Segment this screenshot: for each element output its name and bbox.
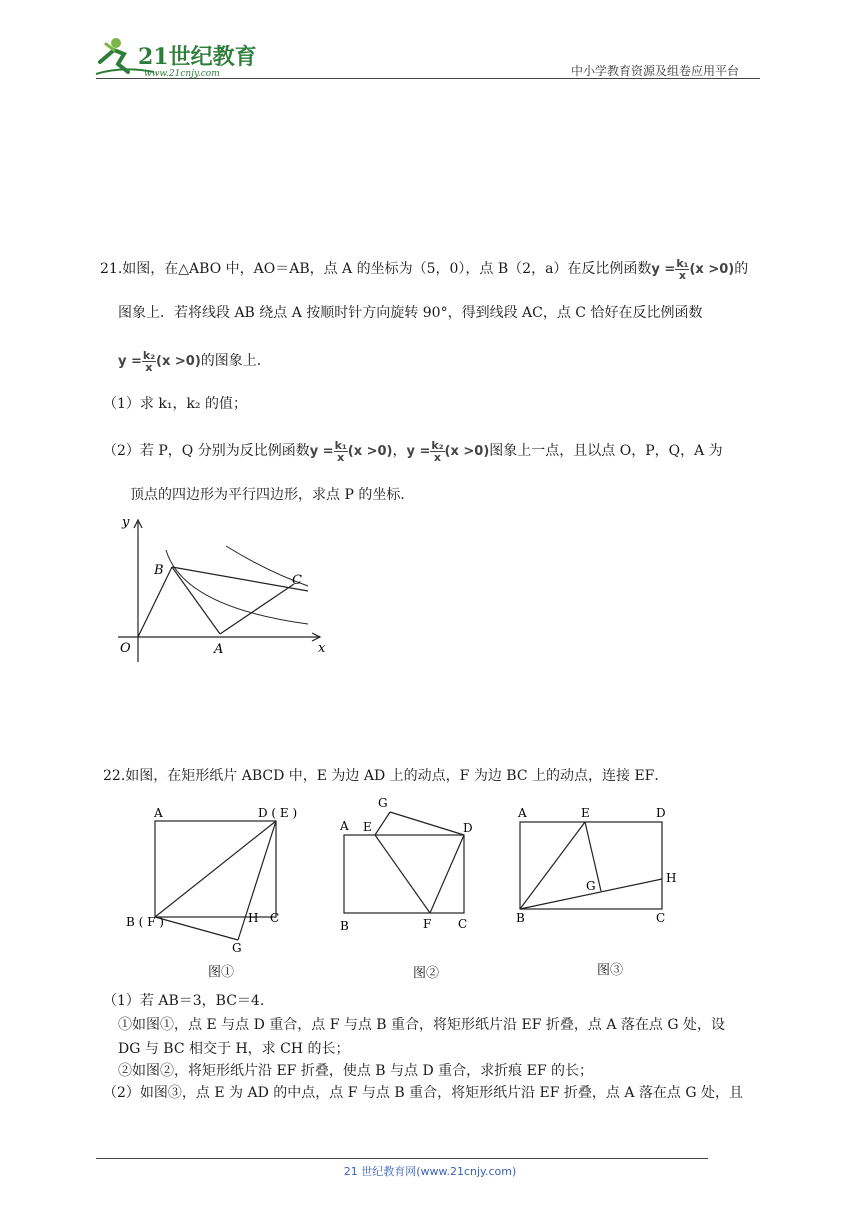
formula-den: x <box>433 451 442 464</box>
segment-gd <box>390 812 464 835</box>
fig1-label-a: A <box>154 806 163 820</box>
formula-lhs: y = <box>309 444 334 459</box>
header-platform-text: 中小学教育资源及组卷应用平台 <box>571 64 740 78</box>
q21-graph <box>108 512 340 672</box>
formula-num: k₁ <box>676 257 689 270</box>
segment-bc <box>172 567 308 591</box>
formula-frac <box>142 350 156 373</box>
formula-cond: (x >0) <box>689 262 735 277</box>
q21-text-1a: 21.如图，在△ABO 中，AO＝AB，点 A 的坐标为（5，0），点 B（2，a）在反比例函数 <box>100 261 652 277</box>
footer-divider <box>96 1158 708 1159</box>
formula-lhs: y = <box>651 262 676 277</box>
q21-formula-4 <box>406 439 490 464</box>
fig3-label-g: G <box>586 879 596 893</box>
fig2-label-f: F <box>423 917 432 931</box>
fig1-label-c: C <box>270 911 280 925</box>
q21-part2-text-a: （2）若 P，Q 分别为反比例函数 <box>103 443 310 459</box>
fig1-label-g: G <box>232 941 242 955</box>
q21-line1 <box>100 258 748 281</box>
fig3-label-h: H <box>666 871 677 885</box>
rect-abcd <box>520 822 662 909</box>
q21-text-1b: 的 <box>734 261 749 277</box>
formula-num: k₂ <box>142 349 156 362</box>
q21-line3 <box>118 350 271 373</box>
fig2-label-e: E <box>363 820 372 834</box>
q21-part2-line1 <box>103 440 723 463</box>
fig3-label-a: A <box>518 806 527 820</box>
label-x: x <box>318 641 326 656</box>
site-logo <box>92 36 262 80</box>
fig2-label-d: D <box>463 821 473 835</box>
formula-frac <box>334 440 348 463</box>
q21-part2-sep: ， <box>392 443 407 459</box>
footer-site-link[interactable]: 21 世纪教育网(www.21cnjy.com) <box>343 1165 517 1178</box>
q22-figure-2 <box>334 796 484 936</box>
formula-lhs: y = <box>406 444 431 459</box>
fig3-label-b: B <box>516 911 525 925</box>
fold-be <box>520 822 585 909</box>
rect-abcd <box>344 835 464 913</box>
fig1-label-h: H <box>248 911 259 925</box>
formula-cond: (x >0) <box>156 354 201 369</box>
formula-cond: (x >0) <box>444 444 490 459</box>
formula-den: x <box>337 451 345 464</box>
runner-logo-icon <box>92 36 262 80</box>
q22-part1b: ②如图②，将矩形纸片沿 EF 折叠，使点 B 与点 D 重合，求折痕 EF 的长； <box>118 1063 593 1079</box>
formula-lhs: y = <box>118 354 142 369</box>
q22-figure-1 <box>120 800 310 960</box>
fig1-label-bf: B ( F ) <box>126 915 164 929</box>
label-o: O <box>120 641 131 656</box>
logo-url: www.21cnjy.com <box>144 69 220 79</box>
fig2-label-b: B <box>340 919 349 933</box>
formula-den: x <box>145 361 153 374</box>
q22-figure-3 <box>510 804 685 934</box>
fig3-label-e: E <box>581 806 590 820</box>
segment-ac <box>220 584 294 634</box>
q22-part1: （1）若 AB＝3，BC＝4． <box>103 993 274 1009</box>
label-b: B <box>154 563 164 578</box>
logo-text: 21世纪教育 <box>138 44 257 70</box>
formula-frac <box>675 258 689 281</box>
label-y: y <box>122 515 130 530</box>
formula-num: k₂ <box>431 439 444 452</box>
q22-part1a-line1: ①如图①，点 E 与点 D 重合，点 F 与点 B 重合，将矩形纸片沿 EF 折叠，点 A 落在点 G 处，设 <box>118 1017 725 1033</box>
formula-cond: (x >0) <box>347 444 393 459</box>
segment-bg <box>155 917 238 940</box>
q21-formula-3 <box>309 439 393 464</box>
q21-text-3b: 的图象上． <box>200 353 271 369</box>
segment-eg <box>375 812 390 835</box>
q21-part1: （1）求 k₁，k₂ 的值； <box>103 396 247 412</box>
segment-fd <box>430 835 464 913</box>
fig1-caption: 图① <box>208 965 235 980</box>
fig2-label-c: C <box>458 917 468 931</box>
q21-formula-2 <box>118 349 201 374</box>
fold-ef <box>375 835 430 913</box>
label-a: A <box>214 642 224 657</box>
fig2-caption: 图② <box>413 966 440 981</box>
fig1-label-de: D ( E ) <box>258 806 298 820</box>
label-c: C <box>292 573 302 588</box>
q22-part2: （2）如图③，点 E 为 AD 的中点，点 F 与点 B 重合，将矩形纸片沿 EF 折叠，点 A 落在点 G 处，且 <box>103 1085 743 1101</box>
q21-part2-text-b: 图象上一点，且以点 O，P，Q，A 为 <box>489 443 723 459</box>
fig3-label-d: D <box>656 806 666 820</box>
segment-ba <box>172 567 220 634</box>
header-divider <box>96 78 760 79</box>
formula-num: k₁ <box>334 439 347 452</box>
q21-part2-line2: 顶点的四边形为平行四边形，求点 P 的坐标． <box>130 487 415 503</box>
q21-line2: 图象上．若将线段 AB 绕点 A 按顺时针方向旋转 90°，得到线段 AC，点 C 恰好在反比例函数 <box>118 305 703 321</box>
q21-formula-1 <box>651 257 735 282</box>
fig3-label-c: C <box>656 911 666 925</box>
formula-den: x <box>678 269 686 282</box>
fold-db <box>155 821 276 917</box>
q22-intro: 22.如图，在矩形纸片 ABCD 中，E 为边 AD 上的动点，F 为边 BC 上的动点，连接 EF． <box>103 768 669 784</box>
fig3-caption: 图③ <box>597 963 624 978</box>
q22-part1a-line2: DG 与 BC 相交于 H，求 CH 的长； <box>118 1041 350 1057</box>
fig2-label-g: G <box>378 796 388 810</box>
formula-frac <box>430 440 444 463</box>
fig2-label-a: A <box>340 819 349 833</box>
